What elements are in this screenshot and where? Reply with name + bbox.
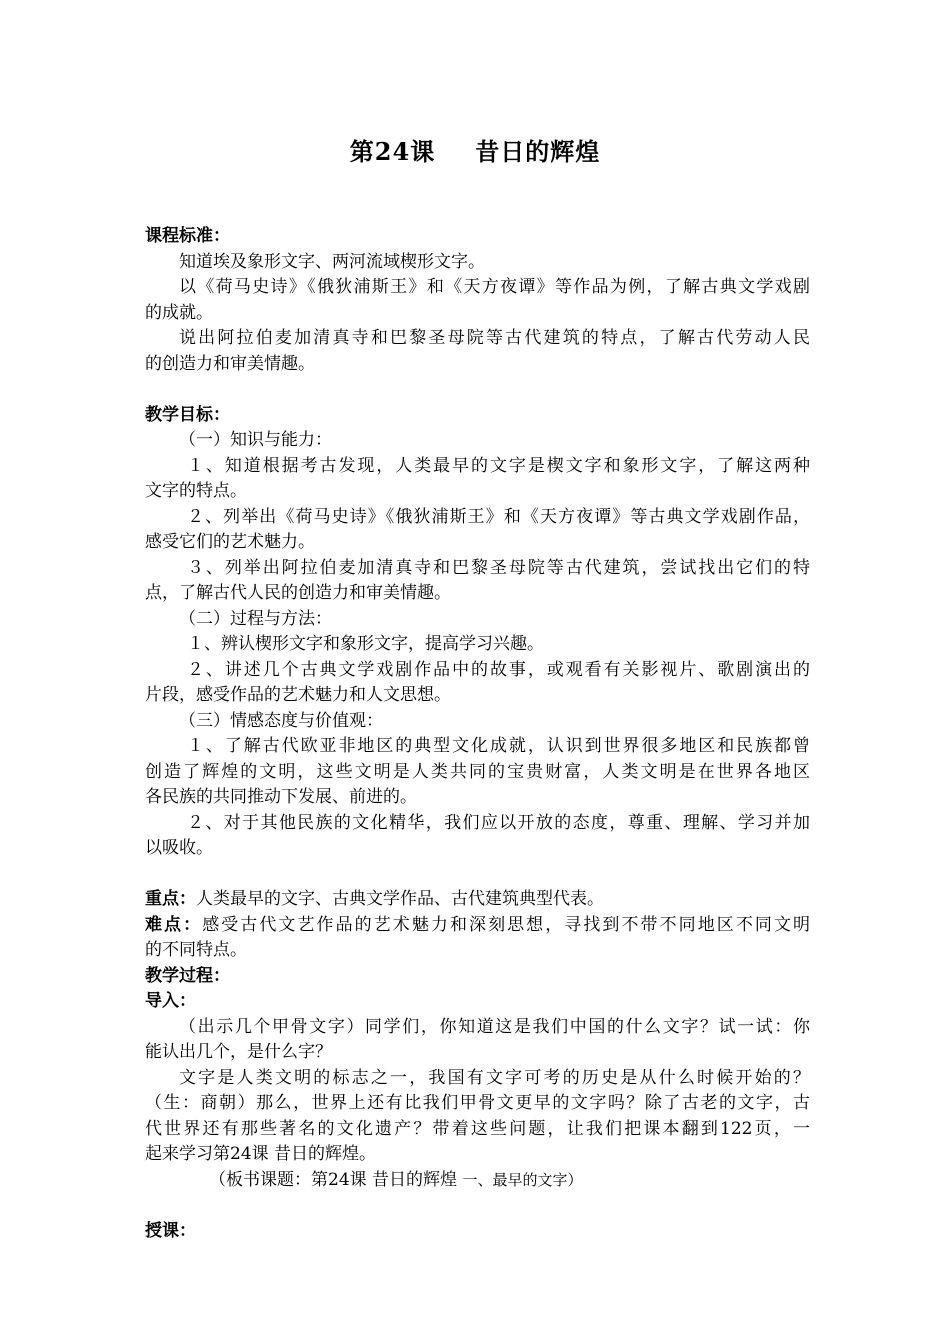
emotion-1c: 各民族的共同推动下发展、前进的。: [145, 787, 417, 807]
process-2b: 片段，感受作品的艺术魅力和人文思想。: [145, 685, 451, 705]
difficult-text-1: 感受古代文艺作品的艺术魅力和深刻思想，寻找到不带不同地区不同文明: [202, 914, 811, 935]
goal-3b: 点，了解古代人民的创造力和审美情趣。: [145, 583, 451, 603]
emotion-2b: 以吸收。: [145, 838, 213, 858]
goal-2b: 感受它们的艺术魅力。: [145, 532, 315, 552]
emotion-1b: 创造了辉煌的文明，这些文明是人类共同的宝贵财富，人类文明是在世界各地区: [145, 761, 810, 782]
process-heading: 教学过程：: [145, 965, 230, 986]
intro-heading: 导入：: [145, 991, 196, 1011]
board-main: （板书课题：第24课 昔日的辉煌: [209, 1169, 463, 1190]
intro-2a: 文字是人类文明的标志之一，我国有文字可考的历史是从什么时候开始的？: [179, 1067, 810, 1088]
goal-1b: 文字的特点。: [145, 481, 247, 501]
board-small: 一、最早的文字）: [462, 1170, 583, 1189]
difficult-point: [145, 913, 810, 939]
intro-1b: 能认出几个，是什么字？: [145, 1042, 332, 1062]
intro-1a: （出示几个甲骨文字）同学们，你知道这是我们中国的什么文字？试一试：你: [179, 1016, 810, 1037]
intro-2b: （生：商朝）那么，世界上还有比我们甲骨文更早的文字吗？除了古老的文字，古: [145, 1093, 810, 1113]
document-body: [145, 224, 810, 1244]
standard-line-5: 的创造力和审美情趣。: [145, 353, 315, 374]
key-point: [145, 887, 810, 913]
lesson-name: 昔日的辉煌: [475, 137, 601, 166]
intro-2d: 起来学习第24课 昔日的辉煌。: [145, 1144, 377, 1164]
key-text: 人类最早的文字、古典文学作品、古代建筑典型代表。: [196, 889, 604, 909]
emotion-2a: ２、对于其他民族的文化精华，我们应以开放的态度，尊重、理解、学习并加: [187, 812, 810, 833]
process-2a: ２、讲述几个古典文学戏剧作品中的故事，或观看有关影视片、歌剧演出的: [187, 659, 810, 680]
standard-heading: 课程标准：: [145, 226, 230, 246]
goal-2a: ２、列举出《荷马史诗》《俄狄浦斯王》和《天方夜谭》等古典文学戏剧作品，: [187, 506, 810, 527]
standard-line-4: 说出阿拉伯麦加清真寺和巴黎圣母院等古代建筑的特点，了解古代劳动人民: [179, 328, 810, 348]
key-label: 重点：: [145, 889, 196, 909]
standard-line-1: 知道埃及象形文字、两河流域楔形文字。: [179, 251, 485, 272]
teach-heading: 授课：: [145, 1220, 196, 1241]
process-1: １、辨认楔形文字和象形文字，提高学习兴趣。: [187, 634, 544, 654]
page-title: [0, 132, 950, 167]
goals-heading: 教学目标：: [145, 404, 230, 425]
goal-1a: １、知道根据考古发现，人类最早的文字是楔文字和象形文字，了解这两种: [187, 455, 810, 476]
goals-section-1: （一）知识与能力：: [179, 430, 332, 450]
goals-section-2: （二）过程与方法：: [179, 608, 332, 629]
standard-line-3: 的成就。: [145, 302, 213, 323]
standard-line-2: 以《荷马史诗》《俄狄浦斯王》和《天方夜谭》等作品为例，了解古典文学戏剧: [179, 277, 810, 297]
emotion-1a: １、了解古代欧亚非地区的典型文化成就，认识到世界很多地区和民族都曾: [187, 736, 810, 756]
difficult-text-2: 的不同特点。: [145, 940, 247, 960]
lesson-number: 第24课: [349, 137, 436, 166]
goals-section-3: （三）情感态度与价值观：: [179, 710, 383, 731]
board-title: [145, 1168, 810, 1194]
intro-2c: 代世界还有那些著名的文化遗产？带着这些问题，让我们把课本翻到122页，一: [145, 1118, 810, 1139]
difficult-label: 难点：: [145, 914, 203, 935]
goal-3a: ３、列举出阿拉伯麦加清真寺和巴黎圣母院等古代建筑，尝试找出它们的特: [187, 557, 810, 578]
